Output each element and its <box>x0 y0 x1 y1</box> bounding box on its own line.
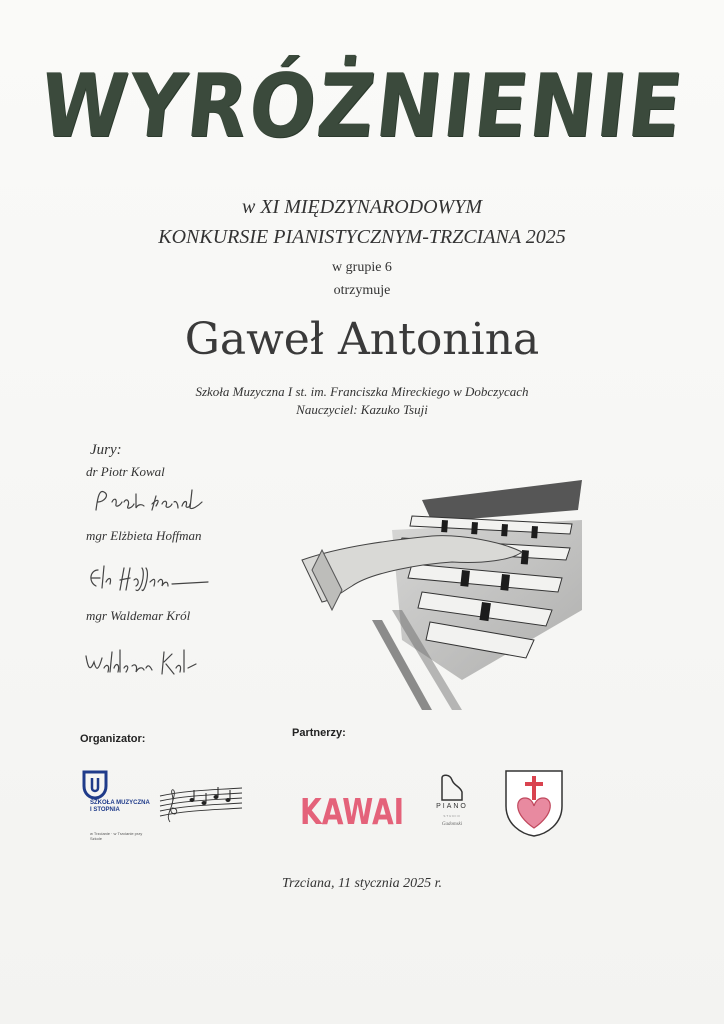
jury-member-1: dr Piotr Kowal <box>86 464 165 479</box>
jury-member-2: mgr Elżbieta Hoffman <box>86 528 202 543</box>
music-staff-logo-icon <box>158 784 244 826</box>
piano-studio-logo-icon <box>428 772 476 802</box>
certificate-title: WYRÓŻNIENIE <box>35 56 689 158</box>
piano-studio-title: PIANO <box>436 803 468 810</box>
piano-studio-subtitle: STUDIO <box>443 814 461 818</box>
jury-member-3: mgr Waldemar Król <box>86 608 191 623</box>
competition-line-2: KONKURSIE PIANISTYCZNYM-TRZCIANA 2025 <box>158 226 566 248</box>
teacher-name: Nauczyciel: Kazuko Tsuji <box>296 402 428 417</box>
piano-hands-illustration <box>282 460 592 710</box>
group-text: w grupie 6 <box>332 260 392 275</box>
competition-line-1: w XI MIĘDZYNARODOWYM <box>242 196 482 218</box>
place-and-date: Trzciana, 11 stycznia 2025 r. <box>282 876 442 891</box>
signature-1 <box>90 484 210 516</box>
signature-2 <box>84 560 214 596</box>
school-logo-icon <box>80 768 110 800</box>
heart-crest-icon <box>503 768 565 838</box>
signature-3 <box>80 642 210 682</box>
partners-label: Partnerzy: <box>292 727 346 739</box>
organizer-label: Organizator: <box>80 733 146 745</box>
jury-title: Jury: <box>90 442 122 458</box>
school-name: Szkoła Muzyczna I st. im. Franciszka Mireckiego w Dobczycach <box>195 384 529 399</box>
receives-text: otrzymuje <box>333 283 391 298</box>
school-logo-subtext: w Trzcianie · w Trzcianie przy Szkole <box>90 831 143 841</box>
piano-studio-signature: Gadomski <box>441 822 463 827</box>
kawai-logo: KAWAI <box>300 792 405 833</box>
recipient-name: Gaweł Antonina <box>184 314 540 365</box>
school-logo-text: SZKOŁA MUZYCZNA I STOPNIA <box>90 800 150 813</box>
